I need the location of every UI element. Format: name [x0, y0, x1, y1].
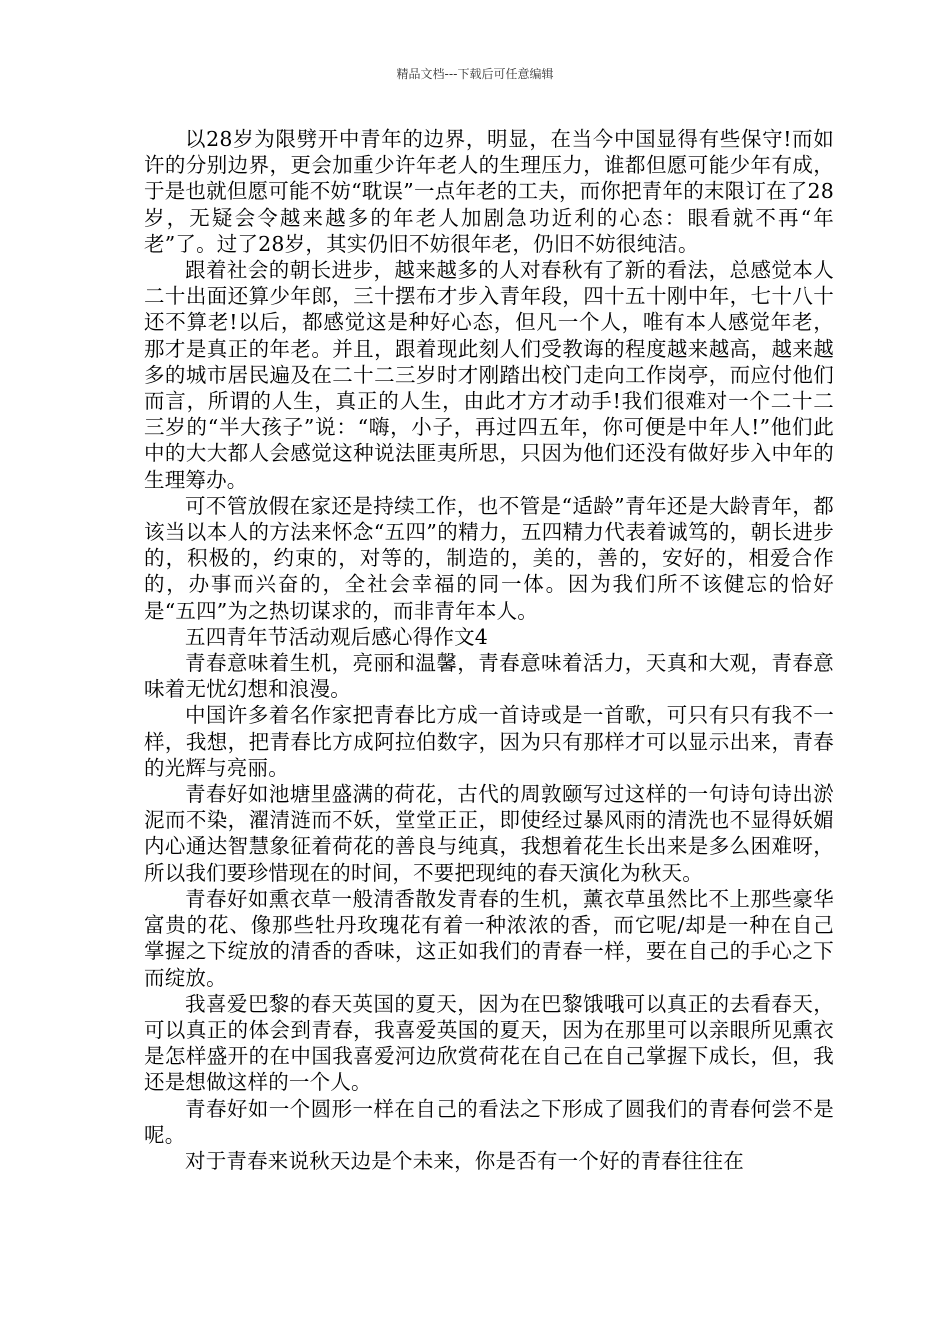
paragraph-9: 青春好如一个圆形一样在自己的看法之下形成了圆我们的青春何尝不是呢。	[144, 1096, 834, 1147]
paragraph-3: 可不管放假在家还是持续工作，也不管是“适龄”青年还是大龄青年，都该当以本人的方法来怀念“五四”的精力，五四精力代表着诚笃的，朝长进步的，积极的，约束的，对等的，制造的，美的，善的，安好的，相爱合作的，办事而兴奋的，全社会幸福的同一体。因为我们所不该健忘的恰好是“五四”为之热切谋求的，而非青年本人。	[144, 493, 834, 623]
section-heading: 五四青年节活动观后感心得作文4	[185, 624, 489, 649]
header-note: 精品文档---下载后可任意编辑	[396, 67, 554, 81]
paragraph-6: 青春好如池塘里盛满的荷花，古代的周敦颐写过这样的一句诗句诗出淤泥而不染，濯清涟而不妖，堂堂正正，即使经过暴风雨的清洗也不显得妖媚内心通达智慧象征着荷花的善良与纯真，我想着花生长出来是多么困难呀，所以我们要珍惜现在的时间，不要把现纯的春天演化为秋天。	[144, 782, 834, 885]
paragraph-1: 以28岁为限劈开中青年的边界，明显，在当今中国显得有些保守!而如许的分别边界，更会加重少许年老人的生理压力，谁都但愿可能少年有成，于是也就但愿可能不妨“耽误”一点年老的工夫，而你把青年的末限订在了28岁，无疑会令越来越多的年老人加剧急功近利的心态：眼看就不再“年老”了。过了28岁，其实仍旧不妨很年老，仍旧不妨很纯洁。	[144, 127, 834, 256]
paragraph-4: 青春意味着生机，亮丽和温馨，青春意味着活力，天真和大观，青春意味着无忧幻想和浪漫。	[144, 651, 834, 702]
paragraph-5: 中国许多着名作家把青春比方成一首诗或是一首歌，可只有只有我不一样，我想，把青春比方成阿拉伯数字，因为只有那样才可以显示出来，青春的光辉与亮丽。	[144, 703, 834, 780]
document-body	[144, 126, 834, 1174]
paragraph-2: 跟着社会的朝长进步，越来越多的人对春秋有了新的看法，总感觉本人二十出面还算少年郎，三十摆布才步入青年段，四十五十刚中年，七十八十还不算老!以后，都感觉这是种好心态，但凡一个人，唯有本人感觉年老，那才是真正的年老。并且，跟着现此刻人们受教诲的程度越来越高，越来越多的城市居民遍及在二十二三岁时才刚踏出校门走向工作岗亭，而应付他们而言，所谓的人生，真正的人生，由此才方才动手!我们很难对一个二十二三岁的“半大孩子”说：“嗨，小子，再过四五年，你可便是中年人!”他们此中的大大都人会感觉这种说法匪夷所思，只因为他们还没有做好步入中年的生理筹办。	[144, 258, 834, 492]
paragraph-10: 对于青春来说秋天边是个未来，你是否有一个好的青春往往在	[185, 1148, 744, 1173]
paragraph-8: 我喜爱巴黎的春天英国的夏天，因为在巴黎饿哦可以真正的去看春天，可以真正的体会到青春，我喜爱英国的夏天，因为在那里可以亲眼所见熏衣是怎样盛开的在中国我喜爱河边欣赏荷花在自己在自己掌握下成长，但，我还是想做这样的一个人。	[144, 991, 834, 1095]
paragraph-7: 青春好如熏衣草一般清香散发青春的生机，薰衣草虽然比不上那些豪华富贵的花、像那些牡丹玫瑰花有着一种浓浓的香，而它呢/却是一种在自己掌握之下绽放的清香的香味，这正如我们的青春一样，要在自己的手心之下而绽放。	[144, 886, 834, 990]
